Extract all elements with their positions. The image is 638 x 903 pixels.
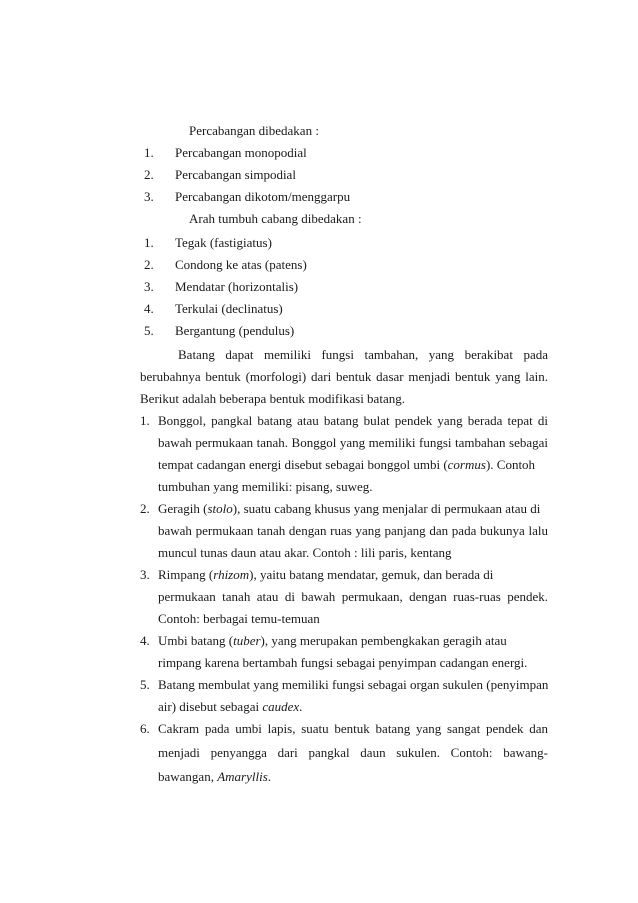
branching-item-2-number: 2.	[144, 167, 154, 182]
modification-3-line-3: Contoh: berbagai temu-temuan	[158, 611, 320, 626]
branching-item-3-text: Percabangan dikotom/menggarpu	[175, 189, 351, 204]
modification-5-line-2-end: .	[299, 699, 303, 714]
rhizom-term: rhizom	[213, 567, 250, 582]
modification-1-line-3	[158, 458, 548, 471]
modification-5-number: 5.	[140, 677, 150, 692]
caudex-term: caudex	[262, 699, 300, 714]
modification-6-line-1: Cakram pada umbi lapis, suatu bentuk batang yang sangat pendek dan	[158, 721, 548, 736]
modification-1-line-2: bawah permukaan tanah. Bonggol yang memiliki fungsi tambahan sebagai	[158, 435, 548, 450]
direction-item-4-text: Terkulai (declinatus)	[175, 301, 283, 316]
cormus-term: cormus	[447, 457, 486, 472]
direction-item-5-number: 5.	[144, 323, 154, 338]
direction-item-3-number: 3.	[144, 279, 154, 294]
modification-5-line-2-start: air) disebut sebagai	[158, 699, 263, 714]
branching-item-2-text: Percabangan simpodial	[175, 167, 296, 182]
direction-item-2-number: 2.	[144, 257, 154, 272]
modification-2-line-2: bawah permukaan tanah dengan ruas yang panjang dan pada bukunya lalu	[158, 523, 548, 538]
modification-4-line-1-end: ), yang merupakan pembengkakan geragih atau	[260, 633, 507, 648]
modification-1-line-1: Bonggol, pangkal batang atau batang bulat pendek yang berada tepat di	[158, 413, 548, 428]
modification-6-number: 6.	[140, 721, 150, 736]
modification-3-line-1-start: Rimpang (	[158, 567, 214, 582]
branching-intro: Percabangan dibedakan :	[189, 123, 319, 138]
direction-item-4-number: 4.	[144, 301, 154, 316]
modification-2-line-1	[158, 502, 540, 515]
modification-3-line-1-end: ), yaitu batang mendatar, gemuk, dan berada di	[249, 567, 494, 582]
direction-intro: Arah tumbuh cabang dibedakan :	[189, 211, 362, 226]
paragraph-line-2: berubahnya bentuk (morfologi) dari bentuk dasar menjadi bentuk yang lain.	[140, 369, 548, 384]
modification-4-line-1-start: Umbi batang (	[158, 633, 234, 648]
branching-item-1-text: Percabangan monopodial	[175, 145, 307, 160]
modification-1-line-3-start: tempat cadangan energi disebut sebagai bonggol umbi (	[158, 457, 448, 472]
direction-item-2-text: Condong ke atas (patens)	[175, 257, 307, 272]
modification-2-line-3: muncul tunas daun atau akar. Contoh : lili paris, kentang	[158, 545, 452, 560]
direction-item-1-text: Tegak (fastigiatus)	[175, 235, 272, 250]
modification-6-line-2: menjadi penyangga dari pangkal daun sukulen. Contoh: bawang-	[158, 745, 548, 760]
direction-item-5-text: Bergantung (pendulus)	[175, 323, 295, 338]
paragraph-line-3: Berikut adalah beberapa bentuk modifikasi batang.	[140, 391, 405, 406]
amaryllis-term: Amaryllis	[217, 769, 268, 784]
modification-5-line-2	[158, 700, 302, 713]
modification-5-line-1: Batang membulat yang memiliki fungsi sebagai organ sukulen (penyimpan	[158, 677, 549, 692]
modification-4-line-1	[158, 634, 507, 647]
branching-item-1-number: 1.	[144, 145, 154, 160]
modification-3-line-1	[158, 568, 493, 581]
stolo-term: stolo	[207, 501, 233, 516]
modification-4-line-2: rimpang karena bertambah fungsi sebagai penyimpan cadangan energi.	[158, 655, 528, 670]
modification-6-line-3-end: .	[267, 769, 272, 784]
direction-item-1-number: 1.	[144, 235, 154, 250]
direction-item-3-text: Mendatar (horizontalis)	[175, 279, 299, 294]
modification-1-number: 1.	[140, 413, 150, 428]
modification-6-line-3	[158, 770, 271, 783]
modification-2-line-1-start: Geragih (	[158, 501, 208, 516]
modification-2-number: 2.	[140, 501, 150, 516]
modification-6-line-3-start: bawangan,	[158, 769, 218, 784]
modification-2-line-1-end: ), suatu cabang khusus yang menjalar di permukaan atau di	[232, 501, 541, 516]
modification-1-line-4: tumbuhan yang memiliki: pisang, suweg.	[158, 479, 373, 494]
modification-3-line-2: permukaan tanah atau di bawah permukaan, dengan ruas-ruas pendek.	[158, 589, 548, 604]
modification-1-line-3-end: ). Contoh	[485, 457, 536, 472]
modification-4-number: 4.	[140, 633, 150, 648]
modification-3-number: 3.	[140, 567, 150, 582]
paragraph-line-1: Batang dapat memiliki fungsi tambahan, yang berakibat pada	[178, 347, 548, 362]
tuber-term: tuber	[233, 633, 261, 648]
branching-item-3-number: 3.	[144, 189, 154, 204]
